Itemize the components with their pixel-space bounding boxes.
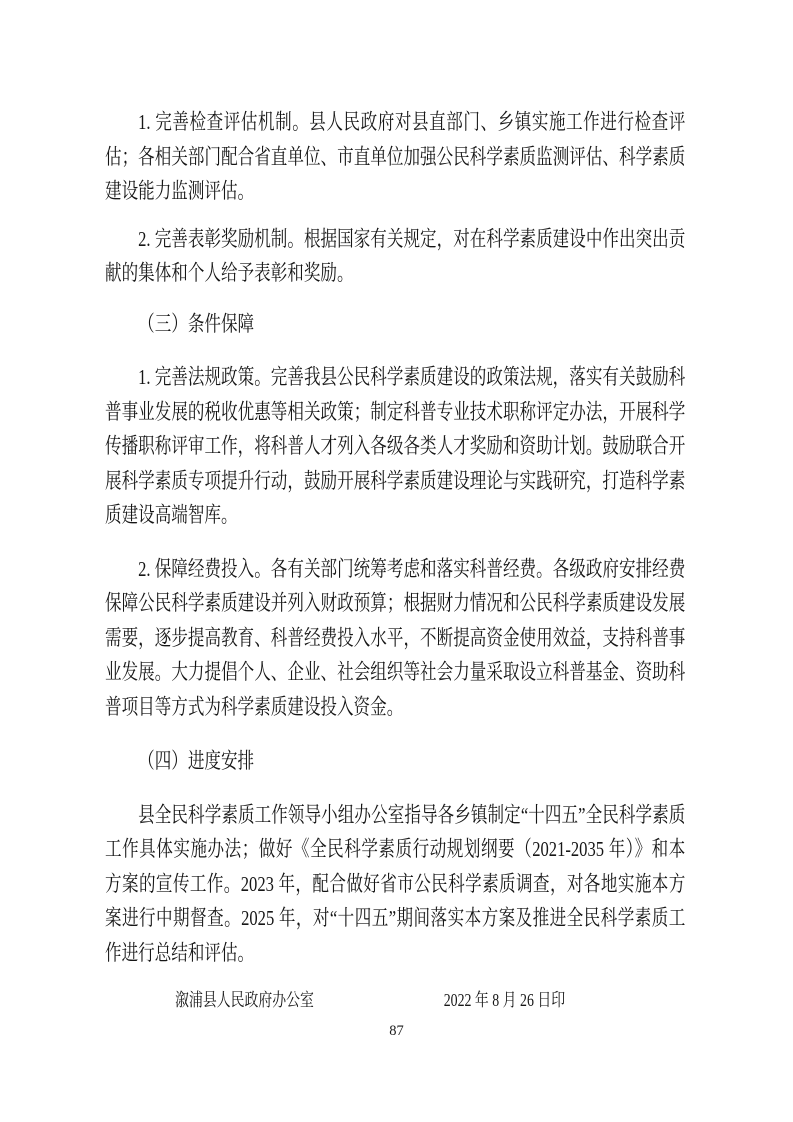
- paragraph-progress-arrangement: 县全民科学素质工作领导小组办公室指导各乡镇制定“十四五”全民科学素质工作具体实施办法；做好《全民科学素质行动规划纲要（2021-2035 年）》和本方案的宣传工作。2023 年，配合做好省市公民科学素质调查，对各地实施本方案进行中期督查。2025 年，对“十四五”期间落实本方案及推进全民科学素质工作进行总结和评估。: [105, 802, 686, 965]
- page-number: 87: [389, 1023, 404, 1039]
- issuer-name: 溆浦县人民政府办公室: [175, 990, 314, 1010]
- document-body: [105, 105, 685, 1018]
- colophon-row: [105, 983, 685, 1018]
- print-date: 2022 年 8 月 26 日印: [443, 990, 566, 1010]
- paragraph-commendation-reward: 2. 完善表彰奖励机制。根据国家有关规定，对在科学素质建设中作出突出贡献的集体和个人给予表彰和奖励。: [105, 226, 686, 285]
- paragraph-check-evaluation: 1. 完善检查评估机制。县人民政府对县直部门、乡镇实施工作进行检查评估；各相关部门配合省直单位、市直单位加强公民科学素质监测评估、科学素质建设能力监测评估。: [105, 110, 686, 203]
- section-heading-condition-guarantee: （三）条件保障: [138, 311, 255, 336]
- section-heading-progress-schedule: （四）进度安排: [138, 749, 255, 773]
- paragraph-funding-guarantee: 2. 保障经费投入。各有关部门统筹考虑和落实科普经费。各级政府安排经费保障公民科学素质建设并列入财政预算；根据财力情况和公民科学素质建设发展需要，逐步提高教育、科普经费投入水平，不断提高资金使用效益，支持科普事业发展。大力提倡个人、企业、社会组织等社会力量采取设立科普基金、资助科普项目等方式为科学素质建设投入资金。: [105, 556, 686, 719]
- paragraph-regulations-policy: 1. 完善法规政策。完善我县公民科学素质建设的政策法规，落实有关鼓励科普事业发展的税收优惠等相关政策；制定科普专业技术职称评定办法，开展科学传播职称评审工作，将科普人才列入各级各类人才奖励和资助计划。鼓励联合开展科学素质专项提升行动，鼓励开展科学素质建设理论与实践研究，打造科学素质建设高端智库。: [105, 365, 686, 527]
